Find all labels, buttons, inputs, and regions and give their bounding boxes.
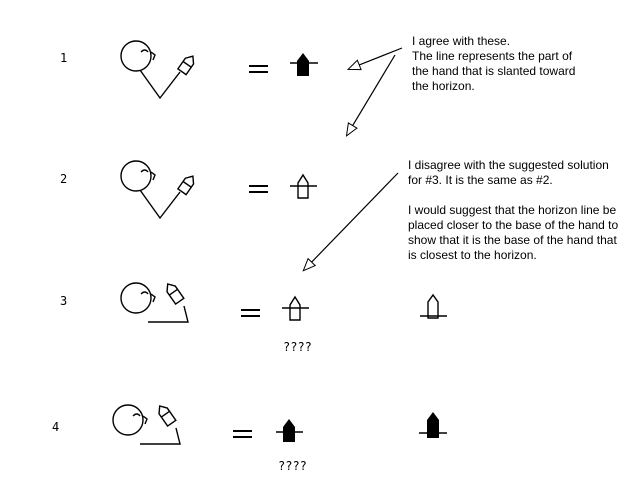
question-marks-row-3: ???? bbox=[283, 340, 312, 354]
disagree-note-line: show that it is the base of the hand that bbox=[408, 233, 617, 247]
row-1-number: 1 bbox=[60, 51, 68, 65]
symbol-row-2 bbox=[290, 175, 317, 198]
disagree-note-line: I would suggest that the horizon line be bbox=[408, 203, 617, 217]
question-marks-row-4: ???? bbox=[278, 459, 307, 473]
agree-note-line: I agree with these. bbox=[412, 34, 511, 48]
row-3-figure bbox=[121, 281, 188, 322]
disagree-note-line: is closest to the horizon. bbox=[408, 248, 537, 262]
agree-note bbox=[412, 34, 575, 94]
row-2-figure bbox=[121, 161, 197, 218]
alternative-symbol-row-4 bbox=[419, 412, 447, 438]
disagree-note-line: placed closer to the base of the hand to bbox=[408, 218, 619, 232]
arrow-to-row-3 bbox=[304, 173, 398, 270]
disagree-note-line bbox=[408, 188, 618, 203]
row-2-number: 2 bbox=[60, 172, 68, 186]
agree-note-line: the horizon. bbox=[412, 79, 475, 93]
arrow-to-row-1 bbox=[349, 48, 402, 69]
arrows bbox=[304, 48, 402, 270]
symbol-row-3 bbox=[282, 297, 309, 320]
disagree-note bbox=[408, 158, 618, 263]
equals-sign-row-3 bbox=[241, 307, 263, 318]
equals-sign-row-4 bbox=[233, 428, 255, 439]
agree-note-line: the hand that is slanted toward bbox=[412, 64, 576, 78]
row-3-number: 3 bbox=[60, 294, 68, 308]
symbol-row-4 bbox=[276, 419, 303, 442]
row-1-figure bbox=[121, 41, 197, 98]
disagree-note-line: for #3. It is the same as #2. bbox=[408, 173, 553, 187]
symbol-row-1 bbox=[290, 53, 318, 76]
agree-note-line: The line represents the part of bbox=[412, 49, 573, 63]
equals-sign-row-2 bbox=[249, 183, 271, 194]
equals-sign-row-1 bbox=[249, 63, 271, 74]
row-4-figure bbox=[113, 403, 180, 444]
disagree-note-line: I disagree with the suggested solution bbox=[408, 158, 609, 172]
alternative-symbol-row-3 bbox=[420, 295, 447, 318]
row-4-number: 4 bbox=[52, 420, 60, 434]
